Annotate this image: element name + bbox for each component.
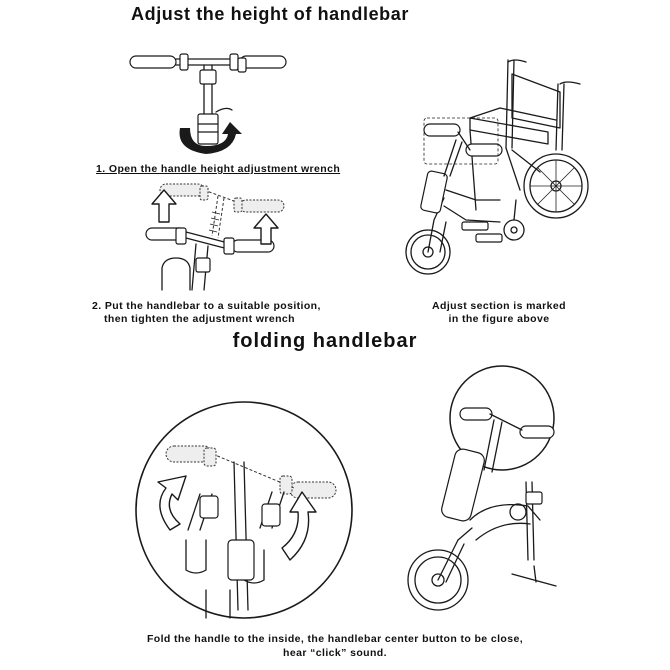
handlebar-raise-illustration (146, 184, 284, 290)
folding-handlebar-detail-illustration (136, 402, 352, 618)
fold-caption-line1: Fold the handle to the inside, the handlebar center button to be close, (146, 633, 524, 645)
section-title-adjust-height: Adjust the height of handlebar (131, 4, 409, 24)
step-1-caption: 1. Open the handle height adjustment wrench (96, 163, 341, 175)
adjust-section-caption-line2: in the figure above (448, 313, 550, 325)
wheelchair-attachment-illustration (406, 60, 588, 274)
adjust-section-caption-line1: Adjust section is marked (432, 300, 566, 312)
step-2-caption-line1: 2. Put the handlebar to a suitable position, (92, 300, 321, 312)
section-title-folding: folding handlebar (232, 330, 418, 352)
handlebar-wrench-illustration (130, 54, 286, 154)
fold-caption-line2: hear “click” sound. (283, 647, 387, 659)
handbike-folded-illustration (408, 366, 556, 610)
step-2-caption-line2: then tighten the adjustment wrench (104, 313, 295, 325)
